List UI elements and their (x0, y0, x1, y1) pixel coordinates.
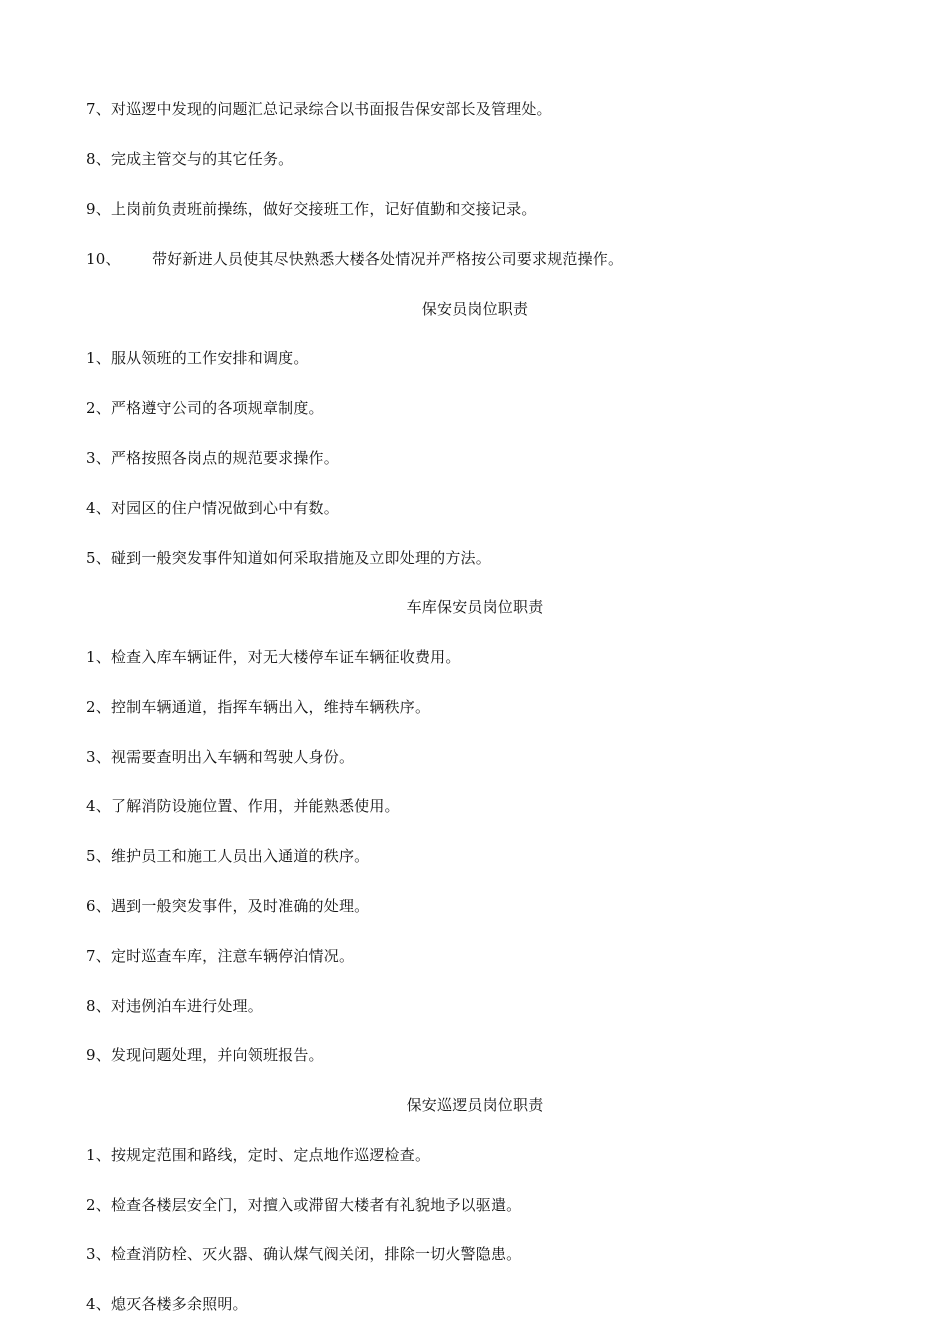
section-title-garage: 车库保安员岗位职责 (406, 598, 544, 616)
list-item: 7、对巡逻中发现的问题汇总记录综合以书面报告保安部长及管理处。 (86, 100, 552, 118)
list-item: 1、检查入库车辆证件，对无大楼停车证车辆征收费用。 (86, 648, 461, 666)
list-item: 7、定时巡查车库，注意车辆停泊情况。 (86, 947, 355, 965)
list-item: 2、严格遵守公司的各项规章制度。 (86, 399, 324, 417)
list-item: 3、视需要查明出入车辆和驾驶人身份。 (86, 748, 355, 766)
list-item: 2、控制车辆通道，指挥车辆出入，维持车辆秩序。 (86, 698, 431, 716)
list-item: 1、按规定范围和路线，定时、定点地作巡逻检查。 (86, 1146, 431, 1164)
list-item: 4、对园区的住户情况做到心中有数。 (86, 499, 339, 517)
list-item-number: 10、 (86, 250, 121, 268)
list-item: 6、遇到一般突发事件，及时准确的处理。 (86, 897, 370, 915)
section-title-guard: 保安员岗位职责 (421, 300, 529, 318)
list-item: 3、严格按照各岗点的规范要求操作。 (86, 449, 339, 467)
list-item: 5、维护员工和施工人员出入通道的秩序。 (86, 847, 370, 865)
list-item: 9、上岗前负责班前操练，做好交接班工作，记好值勤和交接记录。 (86, 200, 537, 218)
list-item: 2、检查各楼层安全门，对擅入或滞留大楼者有礼貌地予以驱遣。 (86, 1196, 522, 1214)
list-item-text: 带好新进人员使其尽快熟悉大楼各处情况并严格按公司要求规范操作。 (152, 250, 624, 268)
list-item: 5、碰到一般突发事件知道如何采取措施及立即处理的方法。 (86, 549, 491, 567)
list-item: 1、服从领班的工作安排和调度。 (86, 349, 309, 367)
list-item: 3、检查消防栓、灭火器、确认煤气阀关闭，排除一切火警隐患。 (86, 1245, 522, 1263)
list-item: 8、完成主管交与的其它任务。 (86, 150, 294, 168)
list-item (86, 249, 623, 269)
list-item: 4、了解消防设施位置、作用，并能熟悉使用。 (86, 797, 400, 815)
section-title-patrol: 保安巡逻员岗位职责 (406, 1096, 544, 1114)
list-item: 8、对违例泊车进行处理。 (86, 997, 263, 1015)
list-item: 9、发现问题处理，并向领班报告。 (86, 1046, 324, 1064)
list-item: 4、熄灭各楼多余照明。 (86, 1295, 248, 1313)
